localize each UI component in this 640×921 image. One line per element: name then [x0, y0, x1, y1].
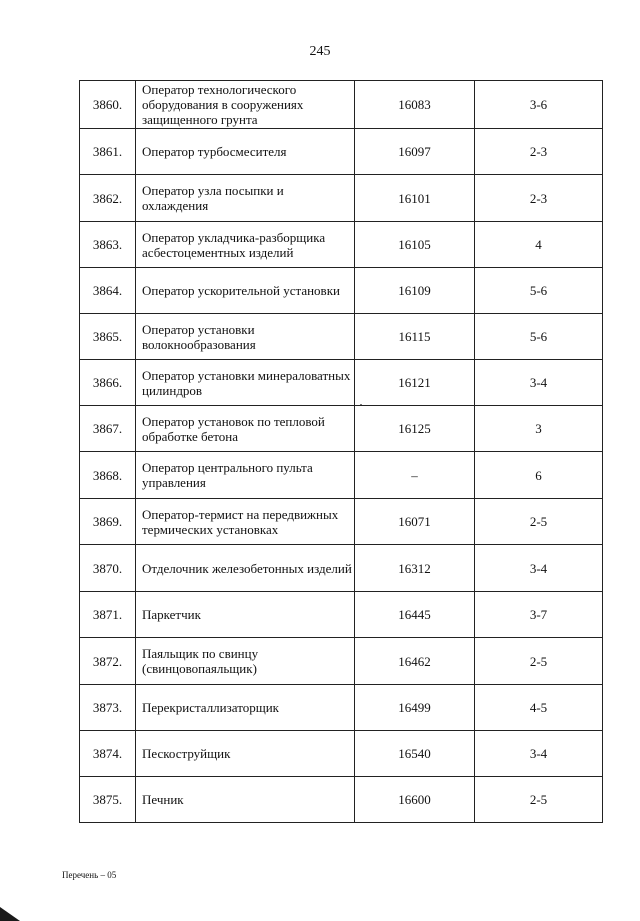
grade-range: 3-6	[475, 81, 603, 129]
row-number: 3860.	[80, 81, 136, 129]
table-row	[80, 545, 603, 592]
grade-range: 5-6	[475, 314, 603, 360]
grade-range: 6	[475, 452, 603, 499]
row-number: 3864.	[80, 268, 136, 314]
grade-range: 5-6	[475, 268, 603, 314]
occupation-code: –	[355, 452, 475, 499]
table-row	[80, 129, 603, 175]
row-number: 3870.	[80, 545, 136, 592]
row-number: 3865.	[80, 314, 136, 360]
occupation-name: Оператор узла посыпки и охлаждения	[136, 175, 355, 222]
table-row	[80, 685, 603, 731]
occupation-name: Оператор ускорительной установки	[136, 268, 355, 314]
occupation-name: Оператор установок по тепловой обработке бетона	[136, 406, 355, 452]
occupation-name: Отделочник железобетонных изделий	[136, 545, 355, 592]
footer-label: Перечень – 05	[62, 870, 117, 880]
grade-range: 4	[475, 222, 603, 268]
grade-range: 3-4	[475, 731, 603, 777]
row-number: 3869.	[80, 499, 136, 545]
occupation-code: 16540	[355, 731, 475, 777]
row-number: 3861.	[80, 129, 136, 175]
occupation-name: Оператор установки волокнообразования	[136, 314, 355, 360]
grade-range: 3-4	[475, 545, 603, 592]
grade-range: 2-5	[475, 638, 603, 685]
occupation-code: 16101	[355, 175, 475, 222]
occupation-name: Перекристаллизаторщик	[136, 685, 355, 731]
occupation-code: 16109	[355, 268, 475, 314]
occupation-name: Оператор установки минераловатных цилиндров	[136, 360, 355, 406]
occupation-code: 16445	[355, 592, 475, 638]
occupation-code: 16121	[355, 360, 475, 406]
scan-speck	[360, 404, 362, 405]
grade-range: 4-5	[475, 685, 603, 731]
grade-range: 2-3	[475, 175, 603, 222]
occupation-name: Оператор технологического оборудования в сооружениях защищенного грунта	[136, 81, 355, 129]
row-number: 3874.	[80, 731, 136, 777]
grade-range: 3-4	[475, 360, 603, 406]
occupation-name: Оператор-термист на передвижных термических установках	[136, 499, 355, 545]
row-number: 3863.	[80, 222, 136, 268]
table-row	[80, 406, 603, 452]
row-number: 3868.	[80, 452, 136, 499]
table-row	[80, 175, 603, 222]
occupation-code: 16083	[355, 81, 475, 129]
occupation-name: Пескоструйщик	[136, 731, 355, 777]
row-number: 3873.	[80, 685, 136, 731]
occupation-name: Оператор турбосмесителя	[136, 129, 355, 175]
occupation-name: Печник	[136, 777, 355, 823]
table-row	[80, 268, 603, 314]
occupation-name: Паркетчик	[136, 592, 355, 638]
occupation-code: 16600	[355, 777, 475, 823]
occupation-code: 16115	[355, 314, 475, 360]
occupation-name: Паяльщик по свинцу (свинцовопаяльщик)	[136, 638, 355, 685]
table-row	[80, 81, 603, 129]
table-row	[80, 777, 603, 823]
table-row	[80, 731, 603, 777]
grade-range: 2-3	[475, 129, 603, 175]
table-body	[80, 81, 603, 823]
row-number: 3875.	[80, 777, 136, 823]
row-number: 3872.	[80, 638, 136, 685]
table-row	[80, 592, 603, 638]
table-row	[80, 638, 603, 685]
occupation-code: 16499	[355, 685, 475, 731]
grade-range: 3	[475, 406, 603, 452]
row-number: 3871.	[80, 592, 136, 638]
row-number: 3862.	[80, 175, 136, 222]
occupation-code: 16097	[355, 129, 475, 175]
occupations-table	[79, 80, 603, 823]
occupation-code: 16462	[355, 638, 475, 685]
row-number: 3866.	[80, 360, 136, 406]
grade-range: 2-5	[475, 499, 603, 545]
occupation-code: 16105	[355, 222, 475, 268]
occupation-name: Оператор укладчика-разборщика асбестоцементных изделий	[136, 222, 355, 268]
table-row	[80, 222, 603, 268]
page-number: 245	[309, 44, 331, 59]
table-row	[80, 499, 603, 545]
grade-range: 3-7	[475, 592, 603, 638]
scan-corner-mark	[0, 907, 20, 921]
occupation-code: 16125	[355, 406, 475, 452]
grade-range: 2-5	[475, 777, 603, 823]
row-number: 3867.	[80, 406, 136, 452]
table-row	[80, 314, 603, 360]
occupation-name: Оператор центрального пульта управления	[136, 452, 355, 499]
occupation-code: 16071	[355, 499, 475, 545]
table-row	[80, 360, 603, 406]
occupation-code: 16312	[355, 545, 475, 592]
table-row	[80, 452, 603, 499]
